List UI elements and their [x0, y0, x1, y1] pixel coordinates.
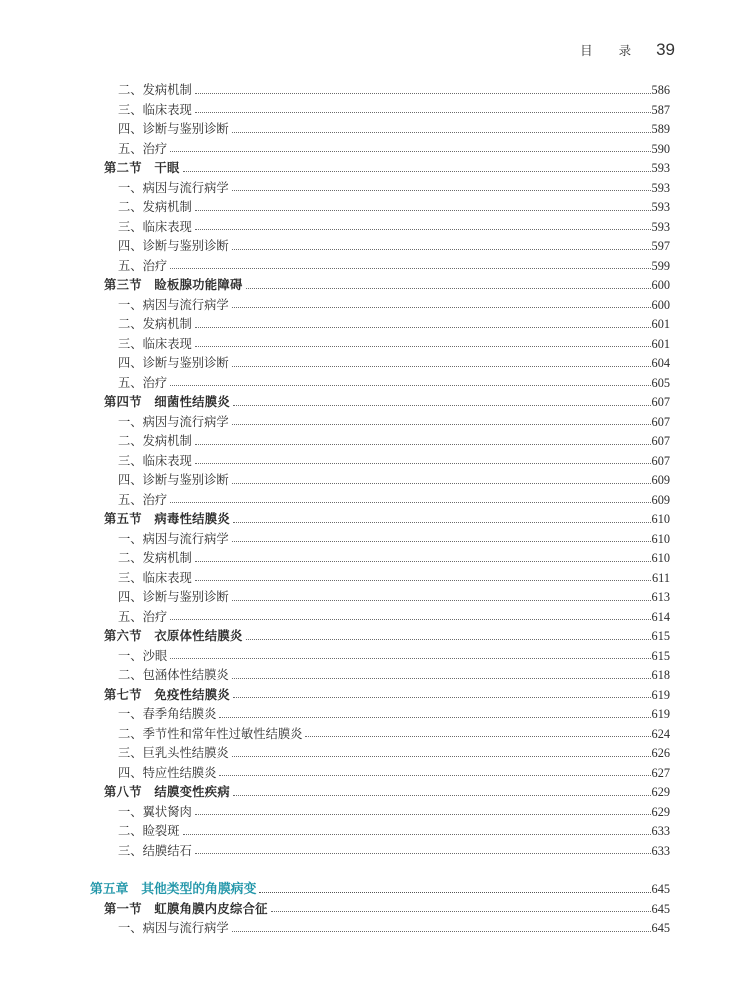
toc-entry-label: 四、诊断与鉴别诊断 — [118, 356, 229, 371]
toc-entry-label: 第五章 其他类型的角膜病变 — [90, 880, 257, 896]
dot-leader — [170, 502, 650, 503]
toc-entry-label: 一、翼状胬肉 — [118, 804, 192, 819]
dot-leader — [246, 639, 651, 640]
toc-entry-label: 四、诊断与鉴别诊断 — [118, 473, 229, 488]
toc-item-row — [118, 545, 670, 565]
dot-leader — [259, 892, 650, 893]
toc-entry-page: 624 — [651, 726, 670, 741]
running-title: 目 录 — [580, 43, 643, 58]
toc-entry-page: 600 — [651, 278, 670, 293]
dot-leader — [232, 678, 651, 679]
toc-entry-label: 一、病因与流行病学 — [118, 180, 229, 195]
dot-leader — [195, 327, 651, 328]
dot-leader — [232, 190, 651, 191]
dot-leader — [195, 229, 651, 230]
toc-entry-page: 619 — [651, 707, 670, 722]
toc-entry-label: 一、病因与流行病学 — [118, 531, 229, 546]
toc-entry-page: 645 — [651, 921, 670, 936]
toc-entry-label: 二、发病机制 — [118, 83, 192, 98]
toc-item-row — [118, 721, 670, 741]
toc-entry-label: 第三节 睑板腺功能障碍 — [104, 277, 243, 293]
toc-entry-page: 604 — [651, 356, 670, 371]
toc-entry-label: 第二节 干眼 — [104, 160, 180, 176]
toc-item-row — [118, 214, 670, 234]
toc-entry-label: 三、临床表现 — [118, 102, 192, 117]
toc-item-row — [118, 448, 670, 468]
toc-entry-label: 第五节 病毒性结膜炎 — [104, 511, 230, 527]
toc-entry-page: 600 — [651, 297, 670, 312]
dot-leader — [183, 834, 651, 835]
toc-item-row — [118, 311, 670, 331]
toc-section-row — [104, 272, 670, 292]
dot-leader — [232, 756, 651, 757]
toc-entry-page: 615 — [651, 648, 670, 663]
toc-entry-page: 626 — [651, 746, 670, 761]
toc-entry-page: 586 — [651, 83, 670, 98]
toc-item-row — [118, 116, 670, 136]
dot-leader — [233, 795, 651, 796]
toc-entry-label: 三、临床表现 — [118, 219, 192, 234]
toc-item-row — [118, 292, 670, 312]
page-header — [580, 40, 675, 60]
dot-leader — [195, 814, 651, 815]
toc-entry-label: 一、沙眼 — [118, 648, 168, 663]
dot-leader — [219, 717, 650, 718]
toc-entry-page: 607 — [651, 414, 670, 429]
toc-entry-label: 四、诊断与鉴别诊断 — [118, 590, 229, 605]
toc-entry-label: 二、包涵体性结膜炎 — [118, 668, 229, 683]
toc-entry-page: 607 — [651, 434, 670, 449]
toc-item-row — [118, 604, 670, 624]
toc-entry-label: 二、睑裂斑 — [118, 824, 180, 839]
toc-item-row — [118, 77, 670, 97]
toc-section-row — [104, 623, 670, 643]
dot-leader — [170, 385, 650, 386]
dot-leader — [195, 580, 651, 581]
toc-item-row — [118, 233, 670, 253]
toc-entry-page: 605 — [651, 375, 670, 390]
toc-entry-page: 590 — [651, 141, 670, 156]
toc-entry-page: 609 — [651, 492, 670, 507]
dot-leader — [233, 522, 651, 523]
toc-entry-page: 610 — [651, 531, 670, 546]
toc-entry-label: 五、治疗 — [118, 375, 168, 390]
dot-leader — [195, 346, 651, 347]
dot-leader — [195, 853, 651, 854]
toc-entry-label: 第七节 免疫性结膜炎 — [104, 686, 230, 702]
toc-entry-page: 607 — [651, 395, 670, 410]
page-number: 39 — [656, 40, 675, 59]
dot-leader — [195, 93, 651, 94]
toc-entry-label: 五、治疗 — [118, 609, 168, 624]
toc-entry-page: 619 — [651, 687, 670, 702]
dot-leader — [195, 210, 651, 211]
dot-leader — [195, 463, 651, 464]
dot-leader — [232, 249, 651, 250]
toc-item-row — [118, 565, 670, 585]
dot-leader — [232, 366, 651, 367]
toc-section-row — [104, 389, 670, 409]
toc-item-row — [118, 799, 670, 819]
toc-entry-label: 五、治疗 — [118, 258, 168, 273]
dot-leader — [232, 307, 651, 308]
toc-entry-page: 599 — [651, 258, 670, 273]
dot-leader — [271, 911, 651, 912]
toc-item-row — [118, 97, 670, 117]
toc-entry-page: 601 — [651, 336, 670, 351]
dot-leader — [170, 268, 650, 269]
toc-entry-page: 593 — [651, 180, 670, 195]
toc-entry-label: 五、治疗 — [118, 141, 168, 156]
toc-item-row — [118, 253, 670, 273]
toc-item-row — [118, 409, 670, 429]
toc-entry-page: 645 — [651, 882, 670, 897]
toc-item-row — [118, 350, 670, 370]
toc-item-row — [118, 194, 670, 214]
toc-entry-page: 610 — [651, 551, 670, 566]
toc-entry-label: 第八节 结膜变性疾病 — [104, 784, 230, 800]
toc-entry-page: 633 — [651, 824, 670, 839]
toc-item-row — [118, 584, 670, 604]
toc-entry-page: 611 — [652, 570, 670, 585]
toc-item-row — [118, 175, 670, 195]
dot-leader — [232, 931, 651, 932]
toc-entry-page: 614 — [651, 609, 670, 624]
toc-section-row — [104, 506, 670, 526]
dot-leader — [170, 658, 650, 659]
toc-section-row — [104, 155, 670, 175]
toc-item-row — [118, 331, 670, 351]
dot-leader — [305, 736, 650, 737]
dot-leader — [170, 151, 650, 152]
toc-entry-page: 618 — [651, 668, 670, 683]
toc-entry-page: 593 — [651, 161, 670, 176]
dot-leader — [232, 424, 651, 425]
toc-item-row — [118, 136, 670, 156]
toc-entry-label: 三、结膜结石 — [118, 843, 192, 858]
toc-item-row — [118, 760, 670, 780]
toc-section-row — [104, 779, 670, 799]
toc-entry-label: 三、临床表现 — [118, 570, 192, 585]
toc-item-row — [118, 662, 670, 682]
toc-entry-label: 第六节 衣原体性结膜炎 — [104, 628, 243, 644]
toc-entry-label: 三、巨乳头性结膜炎 — [118, 746, 229, 761]
toc-entry-label: 三、临床表现 — [118, 453, 192, 468]
toc-item-row — [118, 526, 670, 546]
toc-entry-page: 589 — [651, 122, 670, 137]
toc-entry-label: 三、临床表现 — [118, 336, 192, 351]
toc-entry-label: 二、发病机制 — [118, 551, 192, 566]
toc-entry-label: 一、病因与流行病学 — [118, 921, 229, 936]
toc-item-row — [118, 838, 670, 858]
dot-leader — [195, 112, 651, 113]
toc-entry-page: 627 — [651, 765, 670, 780]
toc-entry-page: 609 — [651, 473, 670, 488]
toc-item-row — [118, 701, 670, 721]
toc-section-row — [104, 682, 670, 702]
toc-entry-label: 第一节 虹膜角膜内皮综合征 — [104, 900, 268, 916]
dot-leader — [170, 619, 650, 620]
toc-entry-page: 593 — [651, 219, 670, 234]
toc-entry-label: 二、季节性和常年性过敏性结膜炎 — [118, 726, 303, 741]
toc-entry-page: 645 — [651, 901, 670, 916]
dot-leader — [219, 775, 650, 776]
toc-entry-label: 四、特应性结膜炎 — [118, 765, 217, 780]
dot-leader — [183, 171, 651, 172]
dot-leader — [233, 405, 651, 406]
dot-leader — [233, 697, 651, 698]
toc-entry-page: 607 — [651, 453, 670, 468]
toc-entry-label: 四、诊断与鉴别诊断 — [118, 239, 229, 254]
dot-leader — [232, 541, 651, 542]
toc-section-row — [104, 896, 670, 916]
toc-entry-label: 五、治疗 — [118, 492, 168, 507]
toc-entry-page: 601 — [651, 317, 670, 332]
toc-item-row — [118, 818, 670, 838]
toc-entry-page: 610 — [651, 512, 670, 527]
toc-entry-page: 615 — [651, 629, 670, 644]
toc-chapter-row — [90, 876, 670, 896]
toc-item-row — [118, 740, 670, 760]
toc-item-row — [118, 467, 670, 487]
toc-entry-page: 613 — [651, 590, 670, 605]
toc-entry-label: 二、发病机制 — [118, 200, 192, 215]
toc-item-row — [118, 370, 670, 390]
toc-item-row — [118, 915, 670, 935]
toc-item-row — [118, 643, 670, 663]
toc-entry-page: 633 — [651, 843, 670, 858]
toc-entry-page: 629 — [651, 785, 670, 800]
toc-entry-label: 二、发病机制 — [118, 434, 192, 449]
toc-item-row — [118, 428, 670, 448]
toc-entry-label: 一、病因与流行病学 — [118, 414, 229, 429]
dot-leader — [195, 444, 651, 445]
toc-entry-page: 629 — [651, 804, 670, 819]
toc-item-row — [118, 487, 670, 507]
dot-leader — [232, 600, 651, 601]
toc-entry-label: 二、发病机制 — [118, 317, 192, 332]
toc-entry-label: 一、春季角结膜炎 — [118, 707, 217, 722]
dot-leader — [232, 483, 651, 484]
toc-entry-label: 第四节 细菌性结膜炎 — [104, 394, 230, 410]
toc-entry-page: 587 — [651, 102, 670, 117]
dot-leader — [246, 288, 651, 289]
dot-leader — [232, 132, 651, 133]
dot-leader — [195, 561, 651, 562]
toc-entry-label: 一、病因与流行病学 — [118, 297, 229, 312]
toc-entry-page: 593 — [651, 200, 670, 215]
toc-entry-page: 597 — [651, 239, 670, 254]
toc-entry-label: 四、诊断与鉴别诊断 — [118, 122, 229, 137]
